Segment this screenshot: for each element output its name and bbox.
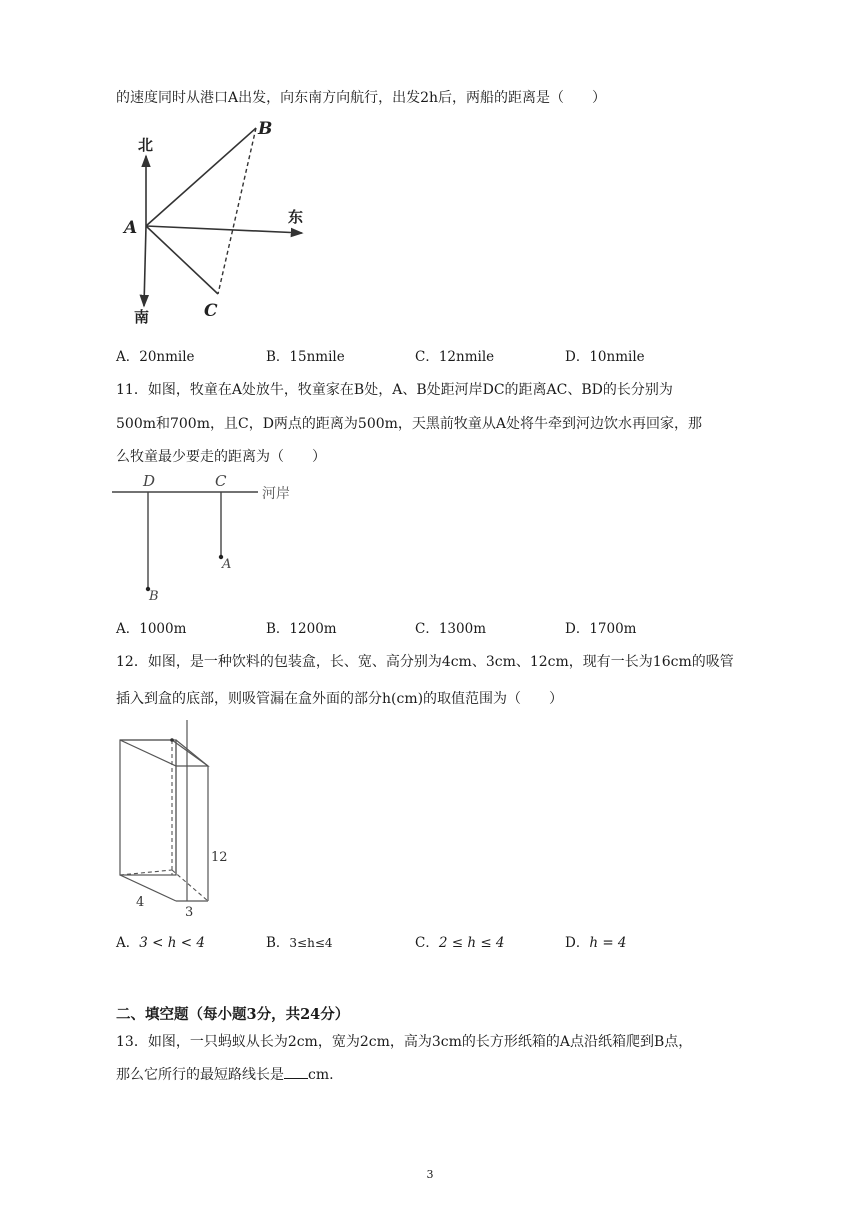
q10-text-line: 的速度同时从港口A出发，向东南方向航行，出发2h后，两船的距离是（ ） [116,90,607,106]
south-axis [144,226,146,306]
box-hidden-bottom-diagonal [172,870,208,901]
q11-text-line-2: 500m和700m，且C，D两点的距离为500m，天黑前牧童从A处将牛牵到河边饮水再回家，那 [116,416,703,432]
box-top-edges [120,740,208,766]
q12-text-line-2: 插入到盒的底部，则吸管漏在盒外面的部分h(cm)的取值范围为（ ） [116,691,564,707]
q11-option-b: B．1200m [266,621,337,637]
segment-bc-dashed [218,128,256,294]
q12-options [116,931,756,951]
q12-option-b: B．3≤h≤4 [266,935,333,951]
q12-option-a: A．3 < h < 4 [116,935,205,951]
straw-entry-dot [170,738,174,742]
q11-option-a: A．1000m [116,621,187,637]
q10-option-d: D．10nmile [565,349,645,365]
label-point-a: A [124,218,138,238]
box-hidden-bottom-edge [120,870,172,875]
q10-compass-figure [116,116,316,326]
box-front-face [120,740,176,875]
box-bottom-front-edge [120,875,176,901]
q10-options [116,345,756,365]
label-east: 东 [288,208,304,226]
q12-option-c: C．2 ≤ h ≤ 4 [415,935,505,951]
q13-text-after-blank: cm. [308,1067,334,1083]
q11-text-line-3: 么牧童最少要走的距离为（ ） [116,449,326,465]
label-south: 南 [134,308,150,326]
east-axis [146,226,302,233]
label-box-width: 3 [185,905,194,920]
q11-option-c: C．1300m [415,621,487,637]
segment-ab [146,128,256,226]
label-point-c: C [215,472,227,490]
label-point-b: B [149,589,159,604]
q13-text-line-1: 13．如图，一只蚂蚁从长为2cm，宽为2cm，高为3cm的长方形纸箱的A点沿纸箱爬到B点， [116,1034,693,1050]
q13-text-line-2 [116,1064,334,1084]
q13-text-before-blank: 那么它所行的最短路线长是 [116,1067,284,1083]
q11-options [116,617,756,637]
q10-option-a: A．20nmile [116,349,195,365]
box-top-right-edge [176,740,208,766]
q10-option-c: C．12nmile [415,349,495,365]
segment-ac [146,226,218,294]
q12-box-figure [112,720,242,920]
label-river-bank: 河岸 [262,486,290,502]
label-point-a: A [222,557,232,572]
q12-option-d: D．h = 4 [565,935,627,951]
label-point-c: C [204,301,218,321]
q12-text-line-1: 12．如图，是一种饮料的包装盒，长、宽、高分别为4cm、3cm、12cm，现有一长为16cm的吸管 [116,654,734,670]
section-2-title: 二、填空题（每小题3分，共24分） [116,1006,350,1023]
q11-option-d: D．1700m [565,621,637,637]
q11-text-line-1: 11．如图，牧童在A处放牛，牧童家在B处，A、B处距河岸DC的距离AC、BD的长分别为 [116,382,673,398]
label-point-b: B [258,119,273,139]
q10-option-b: B．15nmile [266,349,345,365]
page-number: 3 [426,1168,434,1181]
label-box-height: 12 [211,850,228,865]
label-point-d: D [143,472,156,490]
q13-answer-blank [284,1066,308,1079]
label-box-length: 4 [136,895,145,910]
q11-river-figure [112,470,322,605]
label-north: 北 [138,136,154,154]
